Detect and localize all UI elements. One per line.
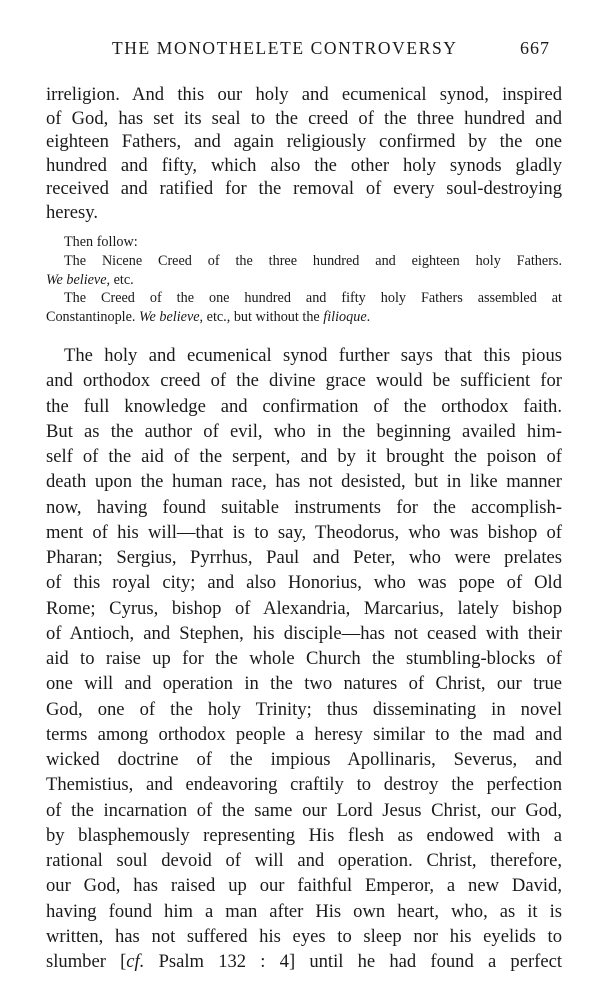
text-span: Psalm 132 : 4] until he had found a perfect bbox=[144, 951, 562, 972]
text-line bbox=[46, 233, 562, 252]
text-line bbox=[46, 495, 562, 520]
text-line bbox=[46, 343, 562, 368]
text-span: terms among orthodox people a heresy similar to the mad and bbox=[46, 723, 562, 745]
text-line bbox=[46, 394, 562, 419]
text-line bbox=[46, 177, 562, 201]
text-line bbox=[46, 924, 562, 949]
text-span: slumber [ bbox=[46, 951, 127, 972]
text-span: eighteen Fathers, and again religiously confirmed by the one bbox=[46, 131, 562, 153]
text-line bbox=[46, 83, 562, 107]
text-line bbox=[46, 130, 562, 154]
text-line bbox=[46, 201, 562, 225]
text-span: death upon the human race, has not desisted, but in like manner bbox=[46, 471, 562, 493]
text-line bbox=[46, 798, 562, 823]
text-line bbox=[46, 899, 562, 924]
text-span: of God, has set its seal to the creed of the three hundred and bbox=[46, 107, 562, 129]
text-span: aid to raise up for the whole Church the stumbling-blocks of bbox=[46, 648, 562, 669]
text-line bbox=[46, 444, 562, 469]
text-span: heresy. bbox=[46, 201, 98, 223]
text-line bbox=[46, 308, 562, 327]
text-span: Constantinople. bbox=[46, 309, 140, 326]
text-line bbox=[46, 823, 562, 848]
text-span: But as the author of evil, who in the beginning availed him- bbox=[46, 420, 562, 442]
text-span: our God, has raised up our faithful Emperor, a new David, bbox=[46, 875, 562, 897]
text-line bbox=[46, 848, 562, 873]
text-line bbox=[46, 252, 562, 271]
text-span: The holy and ecumenical synod further says that this pious bbox=[64, 345, 562, 366]
text-line bbox=[46, 873, 562, 898]
text-span: wicked doctrine of the impious Apollinaris, Severus, and bbox=[46, 749, 562, 770]
text-span: God, one of the holy Trinity; thus disseminating in novel bbox=[46, 698, 562, 720]
text-span: The Creed of the one hundred and fifty holy Fathers assembled at bbox=[64, 290, 562, 307]
text-span: one will and operation in the two natures of Christ, our true bbox=[46, 673, 562, 695]
text-line bbox=[46, 596, 562, 621]
text-span: the full knowledge and confirmation of the orthodox faith. bbox=[46, 395, 562, 417]
text-span: of this royal city; and also Honorius, who was pope of Old bbox=[46, 572, 562, 594]
italic-text: cf. bbox=[126, 951, 145, 972]
text-span: received and ratified for the removal of every soul-destroying bbox=[46, 178, 562, 200]
text-span: and orthodox creed of the divine grace would be sufficient for bbox=[46, 370, 562, 392]
text-line bbox=[46, 419, 562, 444]
text-span: . bbox=[366, 309, 371, 326]
text-line bbox=[46, 646, 562, 671]
text-span: Then follow: bbox=[64, 234, 138, 250]
text-span: The Nicene Creed of the three hundred and eighteen holy Fathers. bbox=[64, 252, 562, 269]
text-span: having found him a man after His own heart, who, as it is bbox=[46, 900, 562, 922]
text-line bbox=[46, 154, 562, 178]
paragraph-1 bbox=[46, 83, 562, 225]
page-number: 667 bbox=[520, 38, 550, 58]
text-line bbox=[46, 368, 562, 393]
paragraph-2 bbox=[46, 343, 562, 974]
text-span: of the incarnation of the same our Lord Jesus Christ, our God, bbox=[46, 799, 562, 821]
text-line bbox=[46, 722, 562, 747]
text-span: by blasphemously representing His flesh as endowed with a bbox=[46, 824, 562, 846]
text-span: of Antioch, and Stephen, his disciple—has not ceased with their bbox=[46, 622, 562, 644]
italic-text: filioque bbox=[323, 309, 367, 326]
creeds-note bbox=[46, 233, 562, 327]
text-span: , etc. bbox=[106, 271, 134, 288]
text-line bbox=[46, 545, 562, 570]
text-span: Pharan; Sergius, Pyrrhus, Paul and Peter, who were prelates bbox=[46, 547, 562, 568]
text-span: Rome; Cyrus, bishop of Alexandria, Marcarius, lately bishop bbox=[46, 597, 562, 619]
text-line bbox=[46, 520, 562, 545]
text-line bbox=[46, 570, 562, 595]
italic-text: We believe bbox=[139, 309, 200, 326]
text-line bbox=[46, 949, 562, 974]
text-line bbox=[46, 697, 562, 722]
text-line bbox=[46, 271, 562, 290]
text-span: rational soul devoid of will and operation. Christ, therefore, bbox=[46, 850, 562, 871]
text-line bbox=[46, 772, 562, 797]
italic-text: We believe bbox=[46, 271, 107, 288]
text-span: hundred and fifty, which also the other holy synods gladly bbox=[46, 154, 562, 176]
text-line bbox=[46, 469, 562, 494]
text-line bbox=[46, 621, 562, 646]
text-line bbox=[46, 107, 562, 131]
text-line bbox=[46, 289, 562, 308]
text-span: ment of his will—that is to say, Theodorus, who was bishop of bbox=[46, 521, 562, 543]
text-span: irreligion. And this our holy and ecumenical synod, inspired bbox=[46, 84, 562, 105]
text-line bbox=[46, 747, 562, 772]
text-span: Themistius, and endeavoring craftily to destroy the perfection bbox=[46, 774, 562, 796]
running-title: THE MONOTHELETE CONTROVERSY bbox=[112, 38, 458, 58]
text-span: self of the aid of the serpent, and by it brought the poison of bbox=[46, 446, 562, 467]
text-span: , etc., but without the bbox=[199, 309, 324, 326]
text-span: written, has not suffered his eyes to sleep nor his eyelids to bbox=[46, 925, 562, 947]
text-span: now, having found suitable instruments for the accomplish- bbox=[46, 496, 562, 518]
text-line bbox=[46, 671, 562, 696]
